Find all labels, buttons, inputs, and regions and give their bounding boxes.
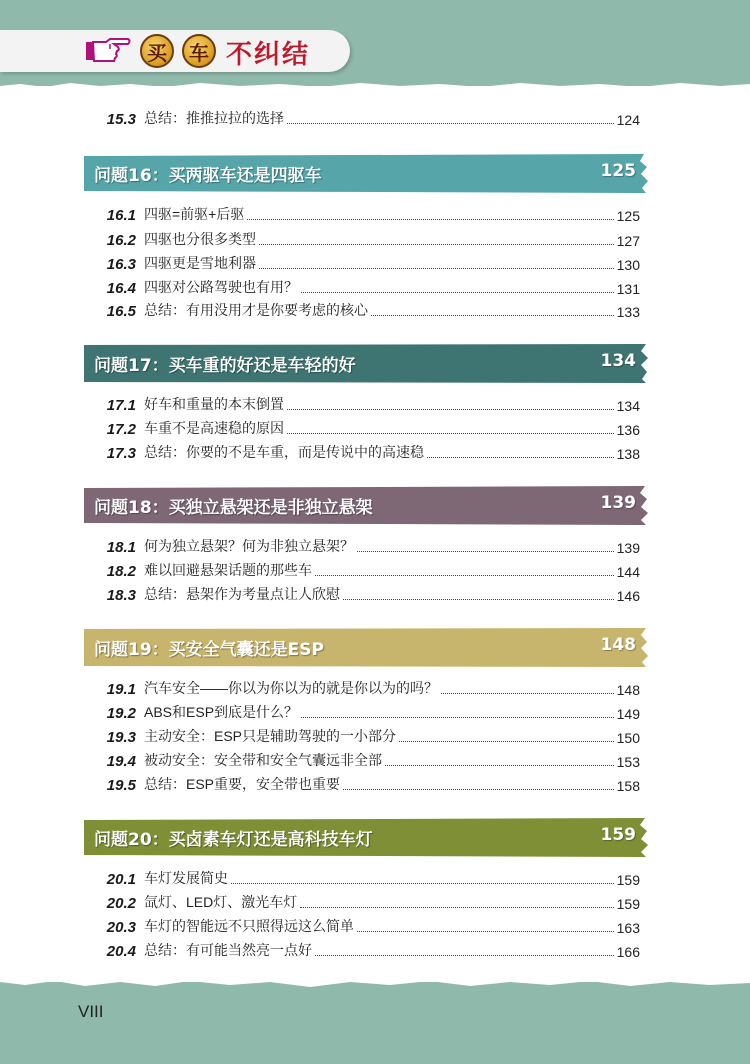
entry-number: 20.1	[106, 871, 136, 888]
toc-entry[interactable]	[84, 772, 640, 794]
toc-entry[interactable]	[84, 866, 640, 888]
entry-number: 18.3	[106, 587, 136, 604]
entry-title: 车灯的智能远不只照得远这么简单	[144, 918, 354, 934]
toc-entry[interactable]	[84, 392, 640, 414]
entry-number: 16.2	[106, 232, 136, 249]
header-badge-buy: 买	[140, 34, 174, 68]
section-banner[interactable]	[84, 152, 650, 194]
entry-number: 19.2	[106, 705, 136, 722]
toc-entry[interactable]	[84, 582, 640, 604]
entry-page: 149	[616, 706, 640, 722]
dot-leader	[301, 716, 614, 718]
entry-number: 19.3	[106, 729, 136, 746]
dot-leader	[343, 788, 614, 790]
dot-leader	[427, 456, 614, 458]
entry-number: 19.4	[106, 753, 136, 770]
entry-title: 四驱也分很多类型	[144, 231, 256, 247]
section-page: 125	[600, 161, 636, 181]
header-badge-car: 车	[182, 34, 216, 68]
dot-leader	[247, 218, 613, 220]
section-banner[interactable]	[84, 626, 650, 668]
section-title: 问题19：买安全气囊还是ESP	[94, 640, 324, 660]
entry-title: 汽车安全——你以为你以为的就是你以为的吗？	[144, 680, 438, 696]
entry-page: 159	[616, 896, 640, 912]
toc-entry[interactable]	[84, 724, 640, 746]
toc-entry[interactable]	[84, 938, 640, 960]
entry-title: 车灯发展简史	[144, 870, 228, 886]
entry-page: 150	[616, 730, 640, 746]
entry-title: 氙灯、LED灯、激光车灯	[144, 894, 298, 910]
entry-title: 车重不是高速稳的原因	[144, 420, 284, 436]
toc-entry[interactable]	[84, 251, 640, 273]
entry-page: 127	[616, 233, 640, 249]
entry-page: 159	[616, 872, 640, 888]
toc-entry[interactable]	[84, 914, 640, 936]
section-page: 159	[600, 825, 636, 845]
entry-title: 四驱对公路驾驶也有用？	[144, 279, 298, 295]
entry-title: 何为独立悬架？何为非独立悬架？	[144, 538, 354, 554]
entry-title: 总结：你要的不是车重，而是传说中的高速稳	[144, 444, 424, 460]
entry-page: 158	[616, 778, 640, 794]
entry-title: 好车和重量的本末倒置	[144, 396, 284, 412]
entry-page: 130	[616, 257, 640, 273]
section-banner[interactable]	[84, 484, 650, 526]
section-title: 问题18：买独立悬架还是非独立悬架	[94, 498, 373, 518]
dot-leader	[301, 291, 614, 293]
toc-entry[interactable]	[84, 106, 640, 128]
entry-title: 被动安全：安全带和安全气囊远非全部	[144, 752, 382, 768]
entry-page: 131	[616, 281, 640, 297]
dot-leader	[259, 267, 614, 269]
dot-leader	[287, 408, 614, 410]
entry-page: 134	[616, 398, 640, 414]
pointing-hand-icon	[84, 36, 132, 66]
section-page: 134	[600, 351, 636, 371]
entry-page: 138	[616, 446, 640, 462]
entry-number: 16.5	[106, 303, 136, 320]
entry-number: 15.3	[106, 111, 136, 128]
dot-leader	[357, 550, 614, 552]
entry-page: 163	[616, 920, 640, 936]
toc-entry[interactable]	[84, 534, 640, 556]
entry-page: 139	[616, 540, 640, 556]
dot-leader	[441, 692, 614, 694]
entry-title: 四驱=前驱+后驱	[144, 206, 245, 222]
dot-leader	[315, 574, 614, 576]
entry-title: 总结：悬架作为考量点让人欣慰	[144, 586, 340, 602]
entry-page: 125	[616, 208, 640, 224]
entry-title: ABS和ESP到底是什么？	[144, 704, 299, 720]
toc-entry[interactable]	[84, 748, 640, 770]
toc-entry[interactable]	[84, 890, 640, 912]
entry-page: 133	[616, 304, 640, 320]
section-page: 139	[600, 493, 636, 513]
section-title: 问题16：买两驱车还是四驱车	[94, 166, 322, 186]
entry-page: 144	[616, 564, 640, 580]
dot-leader	[343, 598, 614, 600]
entry-title: 难以回避悬架话题的那些车	[144, 562, 312, 578]
entry-page: 146	[616, 588, 640, 604]
dot-leader	[259, 243, 614, 245]
toc-entry[interactable]	[84, 227, 640, 249]
entry-page: 166	[616, 944, 640, 960]
entry-number: 20.3	[106, 919, 136, 936]
entry-number: 18.2	[106, 563, 136, 580]
dot-leader	[287, 432, 614, 434]
entry-title: 总结：推推拉拉的选择	[144, 110, 284, 126]
entry-number: 20.4	[106, 943, 136, 960]
section-banner[interactable]	[84, 342, 650, 384]
toc-entry[interactable]	[84, 298, 640, 320]
toc-entry[interactable]	[84, 676, 640, 698]
entry-title: 总结：有可能当然亮一点好	[144, 942, 312, 958]
entry-number: 16.3	[106, 256, 136, 273]
torn-top-edge	[0, 80, 750, 90]
dot-leader	[315, 954, 614, 956]
toc-entry[interactable]	[84, 202, 640, 224]
entry-page: 148	[616, 682, 640, 698]
entry-number: 18.1	[106, 539, 136, 556]
dot-leader	[385, 764, 614, 766]
entry-number: 16.4	[106, 280, 136, 297]
section-title: 问题20：买卤素车灯还是高科技车灯	[94, 830, 373, 850]
entry-number: 19.5	[106, 777, 136, 794]
toc-entry[interactable]	[84, 558, 640, 580]
header-subtitle: 不纠结	[226, 40, 311, 70]
entry-number: 17.2	[106, 421, 136, 438]
toc-entry[interactable]	[84, 416, 640, 438]
dot-leader	[357, 930, 614, 932]
entry-page: 136	[616, 422, 640, 438]
entry-title: 主动安全：ESP只是辅助驾驶的一小部分	[144, 728, 397, 744]
entry-title: 总结：有用没用才是你要考虑的核心	[144, 302, 368, 318]
entry-number: 20.2	[106, 895, 136, 912]
toc-entry[interactable]	[84, 275, 640, 297]
section-title: 问题17：买车重的好还是车轻的好	[94, 356, 356, 376]
dot-leader	[231, 882, 614, 884]
toc-entry[interactable]	[84, 440, 640, 462]
entry-page: 153	[616, 754, 640, 770]
dot-leader	[399, 740, 614, 742]
torn-bottom-edge	[0, 978, 750, 990]
entry-title: 四驱更是雪地利器	[144, 255, 256, 271]
entry-number: 19.1	[106, 681, 136, 698]
entry-number: 17.3	[106, 445, 136, 462]
toc-entry[interactable]	[84, 700, 640, 722]
section-banner[interactable]	[84, 816, 650, 858]
entry-number: 17.1	[106, 397, 136, 414]
section-page: 148	[600, 635, 636, 655]
entry-page: 124	[616, 112, 640, 128]
dot-leader	[371, 314, 614, 316]
entry-number: 16.1	[106, 207, 136, 224]
dot-leader	[300, 906, 613, 908]
page-number: VIII	[78, 1002, 104, 1021]
dot-leader	[287, 122, 614, 124]
entry-title: 总结：ESP重要，安全带也重要	[144, 776, 341, 792]
